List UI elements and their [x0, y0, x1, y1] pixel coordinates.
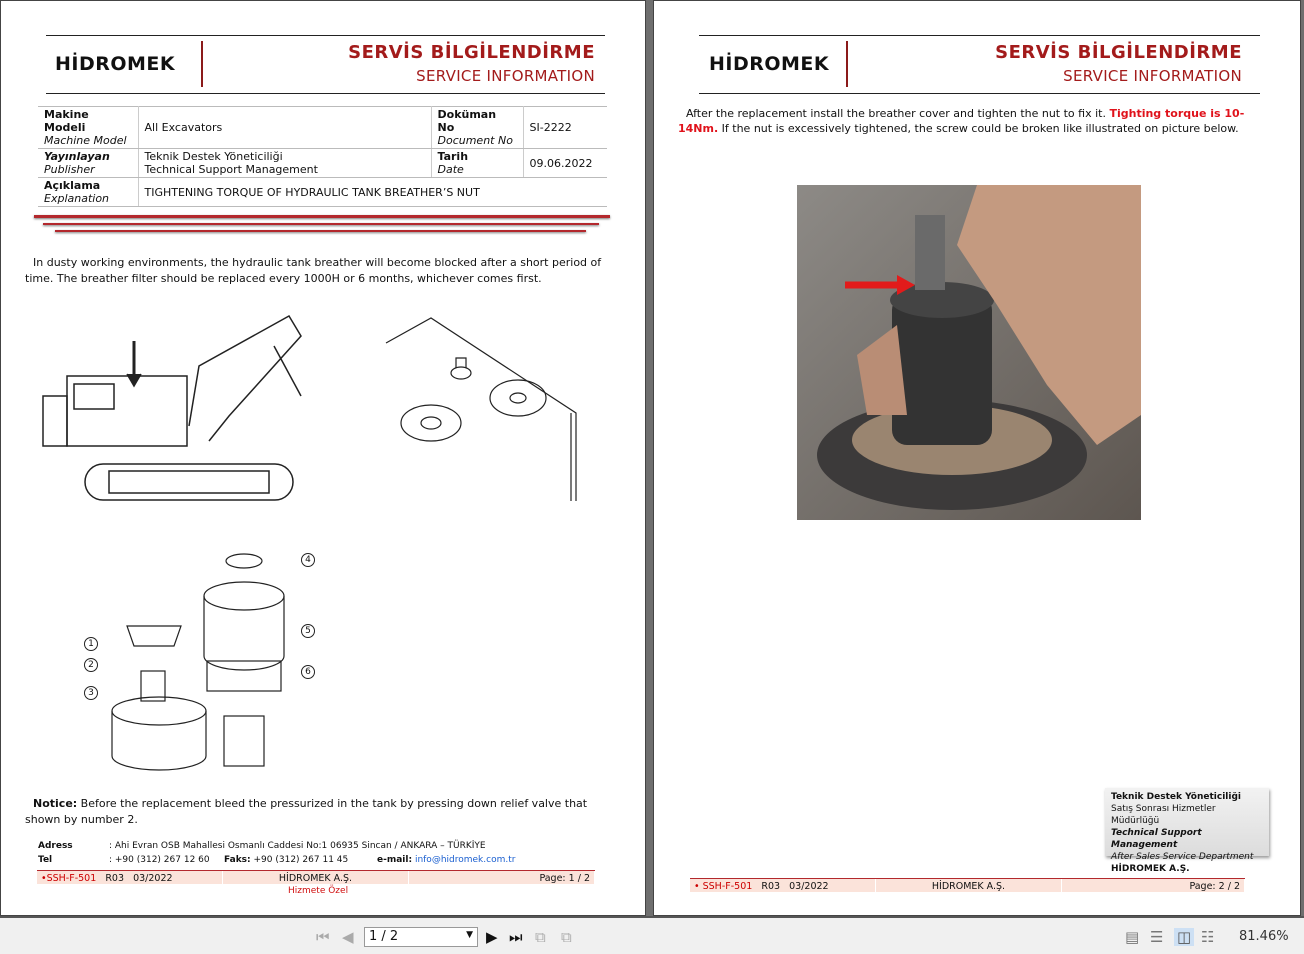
confidential-label: Hizmete Özel [288, 886, 349, 896]
part-number-1: 1 [84, 637, 98, 651]
pdf-page-2 [653, 0, 1301, 916]
stamp-line: Teknik Destek Yöneticiliği [1111, 792, 1241, 802]
tel-label: Tel [38, 855, 53, 865]
page-selector[interactable] [364, 927, 478, 947]
red-rule [55, 230, 586, 232]
prev-page-icon[interactable]: ◀ [342, 928, 354, 946]
pdf-viewer-toolbar [0, 916, 1304, 954]
part-number-2: 2 [84, 658, 98, 672]
part-number-3: 3 [84, 686, 98, 700]
notice-label: Notice: [33, 797, 78, 810]
hidromek-logo: HİDROMEK [55, 53, 176, 75]
continuous-icon[interactable]: ☰ [1150, 928, 1164, 946]
broken-screw-photo [797, 185, 1141, 520]
next-page-icon[interactable]: ▶ [486, 928, 498, 946]
revision-date: 03/2022 [789, 881, 829, 892]
excavator-illustration [39, 306, 309, 506]
red-rule [34, 215, 610, 218]
pdf-page-1 [0, 0, 646, 916]
fit-icon[interactable]: ⧉ [561, 928, 572, 946]
form-code: • SSH-F-501 [694, 881, 753, 892]
address-value: : Ahi Evran OSB Mahallesi Osmanlı Caddesi No:1 06935 Sincan / ANKARA – TÜRKİYE [109, 841, 486, 851]
two-page-continuous-icon[interactable]: ☷ [1201, 928, 1215, 946]
email [377, 855, 515, 865]
notice-text: Before the replacement bleed the pressurized in the tank by pressing down relief valve that shown by number 2. [25, 797, 588, 826]
breather-filter-exploded-view [79, 546, 324, 776]
first-page-icon[interactable]: ⏮ [316, 928, 330, 946]
last-page-icon[interactable]: ⏭ [509, 928, 523, 946]
page-number: Page: 2 / 2 [1062, 879, 1245, 892]
footer-bar [37, 870, 595, 884]
part-number-6: 6 [301, 665, 315, 679]
hidromek-logo: HİDROMEK [709, 53, 830, 75]
header-rule [699, 35, 1260, 36]
machine-model-value: All Excavators [138, 107, 431, 149]
label: Document No [437, 134, 513, 147]
company-name: HİDROMEK A.Ş. [876, 879, 1062, 892]
fax-value: +90 (312) 267 11 45 [253, 855, 349, 865]
header-divider [201, 41, 203, 87]
tel-value: : +90 (312) 267 12 60 [109, 855, 210, 865]
revision: R03 [105, 873, 125, 884]
page-value: 1 / 2 [369, 929, 399, 944]
label: Makine Modeli [44, 108, 89, 134]
rotate-icon[interactable]: ⧉ [535, 928, 546, 946]
header-rule [699, 93, 1260, 94]
page-number: Page: 1 / 2 [409, 871, 595, 884]
label: Machine Model [44, 134, 127, 147]
part-number-5: 5 [301, 624, 315, 638]
notice-paragraph [25, 796, 605, 828]
label: Date [437, 163, 464, 176]
document-meta-table [38, 106, 607, 207]
title-en: SERVICE INFORMATION [1063, 67, 1242, 85]
footer-bar [690, 878, 1245, 892]
part-number-4: 4 [301, 553, 315, 567]
text: After the replacement install the breather cover and tighten the nut to fix it. [686, 107, 1110, 120]
header-rule [46, 35, 605, 36]
two-page-icon[interactable]: ◫ [1174, 928, 1194, 946]
publisher-value: Teknik Destek Yöneticiliği [144, 150, 283, 163]
single-page-icon[interactable]: ▤ [1125, 928, 1140, 946]
publisher-value: Technical Support Management [144, 163, 318, 176]
address-label: Adress [38, 841, 73, 851]
fax [224, 855, 348, 865]
label: Tarih [437, 150, 469, 163]
stamp-line: Satış Sonrası Hizmetler Müdürlüğü [1111, 804, 1216, 826]
title-tr: SERVİS BİLGİLENDİRME [995, 42, 1242, 63]
explanation-value: TIGHTENING TORQUE OF HYDRAULIC TANK BREATHER’S NUT [138, 178, 607, 207]
label: Yayınlayan [44, 150, 110, 163]
red-rule [43, 223, 599, 225]
label: Explanation [44, 192, 110, 205]
hydraulic-tank-illustration [381, 313, 596, 503]
zoom-level[interactable]: 81.46% [1239, 929, 1289, 944]
label: Publisher [44, 163, 95, 176]
email-link[interactable]: info@hidromek.com.tr [414, 855, 516, 865]
form-code: •SSH-F-501 [41, 873, 97, 884]
instruction-paragraph [678, 106, 1268, 136]
label: Doküman No [437, 108, 497, 134]
revision: R03 [761, 881, 781, 892]
header-divider [846, 41, 848, 87]
stamp-line: After Sales Service Department [1111, 852, 1254, 862]
text: If the nut is excessively tightened, the screw could be broken like illustrated on picture below. [718, 122, 1239, 135]
header-rule [46, 93, 605, 94]
company-name: HİDROMEK A.Ş. [223, 871, 409, 884]
stamp-line: HİDROMEK A.Ş. [1111, 864, 1190, 874]
label: Açıklama [44, 179, 101, 192]
chevron-down-icon: ▼ [466, 930, 473, 940]
stamp-line: Technical Support Management [1111, 828, 1202, 850]
fax-label: Faks: [224, 855, 251, 865]
title-tr: SERVİS BİLGİLENDİRME [348, 42, 595, 63]
date-value: 09.06.2022 [523, 149, 607, 178]
torque-highlight: Tighting torque is 10-14Nm. [678, 107, 1245, 135]
intro-paragraph: In dusty working environments, the hydraulic tank breather will become blocked after a short period of time. The breather filter should be replaced every 1000H or 6 months, whichever comes first. [25, 256, 602, 285]
email-label: e-mail: [377, 855, 413, 865]
approval-stamp [1105, 788, 1269, 874]
revision-date: 03/2022 [133, 873, 173, 884]
title-en: SERVICE INFORMATION [416, 67, 595, 85]
document-no-value: SI-2222 [523, 107, 607, 149]
